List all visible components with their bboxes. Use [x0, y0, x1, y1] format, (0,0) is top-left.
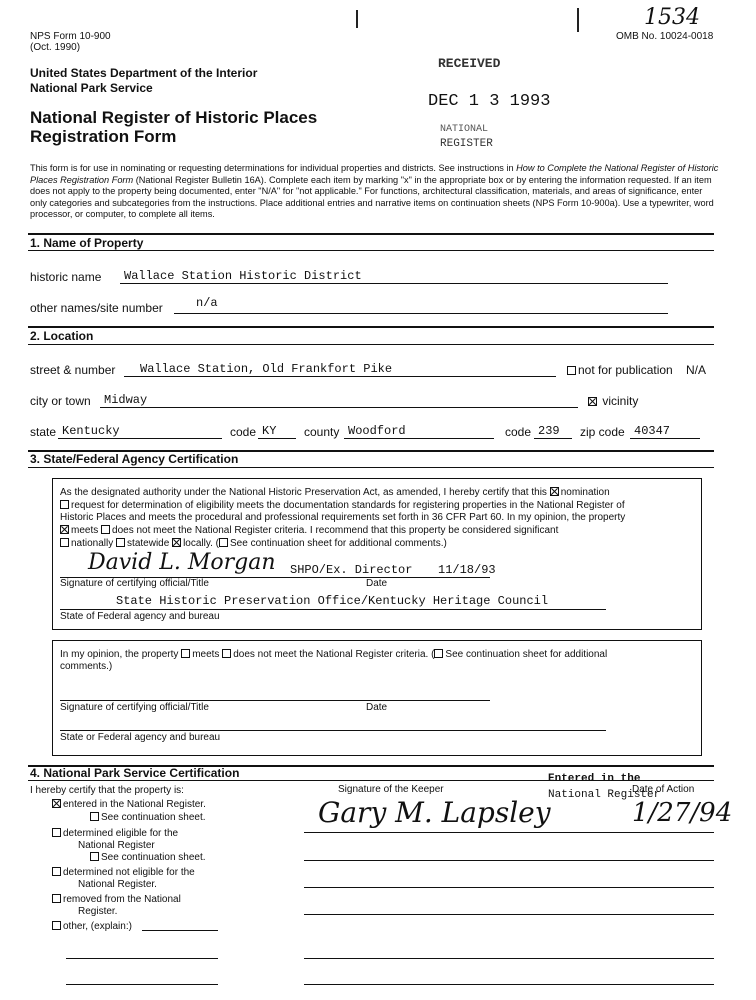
- opinion-agency-label: State or Federal agency and bureau: [60, 732, 221, 743]
- code-label: code: [230, 425, 257, 439]
- divider: [28, 326, 714, 328]
- entered-stamp-2: National Register: [548, 789, 661, 801]
- county-label: county: [304, 425, 340, 439]
- form-date: (Oct. 1990): [30, 42, 81, 53]
- action-date: 1/27/94: [632, 798, 733, 828]
- stamp-national: NATIONAL: [440, 124, 489, 135]
- divider: [28, 467, 714, 468]
- continuation-checkbox[interactable]: [219, 538, 228, 547]
- opinion-meets-checkbox[interactable]: [181, 649, 190, 658]
- omb-number: OMB No. 10024-0018: [616, 31, 714, 42]
- stamp-register: REGISTER: [440, 138, 493, 150]
- nfp-checkbox[interactable]: [567, 366, 576, 375]
- keeper-signature: Gary M. Lapsley: [318, 796, 551, 829]
- historic-name-value[interactable]: Wallace Station Historic District: [124, 269, 362, 283]
- opinion-date-label: Date: [366, 702, 388, 713]
- other-checkbox[interactable]: [52, 921, 61, 930]
- entered-checkbox[interactable]: [52, 799, 61, 808]
- city-value[interactable]: Midway: [104, 393, 148, 407]
- county-value[interactable]: Woodford: [348, 424, 406, 438]
- eligible-cont[interactable]: See continuation sheet.: [90, 852, 206, 863]
- state-label: state: [30, 425, 57, 439]
- section-1-heading: 1. Name of Property: [30, 236, 144, 250]
- removed-line-2: Register.: [78, 906, 118, 917]
- signer-title: SHPO/Ex. Director: [290, 563, 413, 577]
- opinion-line: In my opinion, the property meets does not meet the National Register criteria. ( See continuation sheet for additional: [60, 649, 608, 660]
- entered-stamp-1: Entered in the: [548, 773, 641, 785]
- keeper-label: Signature of the Keeper: [338, 784, 444, 795]
- underline: [100, 407, 578, 408]
- intro-paragraph: This form is for use in nominating or requesting determinations for individual properties and districts. See instructions in How to Complete the National Register of Historic Places Registration Form (National Register Bulletin 16A). Complete each item by marking "x" in the appropriate box or by entering the information requested. If an item does not apply to the property being documented, enter "N/A" for "not applicable." For functions, architectural classification, materials, and areas of significance, enter only categories and subcategories from the instructions. Place additional entries and narrative items on continuation sheets (NPS Form 10-900a). Use a typewriter, word processor, or computer, to complete all items.: [30, 163, 719, 219]
- form-title-1: National Register of Historic Places: [30, 108, 318, 127]
- cert-line-4: meets does not meet the National Register criteria. I recommend that this property be considered significant: [60, 525, 558, 536]
- sign-date: 11/18/93: [438, 563, 496, 577]
- nps-intro: I hereby certify that the property is:: [30, 785, 184, 796]
- eligible-cont-checkbox[interactable]: [90, 852, 99, 861]
- agency-label: State of Federal agency and bureau: [60, 611, 220, 622]
- entered-cont[interactable]: See continuation sheet.: [90, 812, 206, 823]
- underline: [304, 914, 714, 915]
- underline: [60, 730, 606, 731]
- scan-mark: [356, 10, 358, 28]
- vicinity[interactable]: vicinity: [588, 394, 638, 408]
- entered-cont-checkbox[interactable]: [90, 812, 99, 821]
- opinion-sig-label: Signature of certifying official/Title: [60, 702, 209, 713]
- scan-mark-2: [577, 8, 579, 32]
- other-names-label: other names/site number: [30, 301, 163, 315]
- eligible-option[interactable]: determined eligible for the: [52, 828, 178, 839]
- street-label: street & number: [30, 363, 116, 377]
- underline: [124, 376, 556, 377]
- underline: [120, 283, 668, 284]
- underline: [174, 313, 668, 314]
- action-label: Date of Action: [632, 784, 695, 795]
- city-label: city or town: [30, 394, 91, 408]
- section-4-heading: 4. National Park Service Certification: [30, 766, 240, 780]
- street-value[interactable]: Wallace Station, Old Frankfort Pike: [140, 362, 393, 376]
- opinion-comments: comments.): [60, 661, 113, 672]
- underline: [66, 958, 218, 959]
- state-code-value[interactable]: KY: [262, 424, 277, 438]
- zip-label: zip code: [580, 425, 625, 439]
- form-title-2: Registration Form: [30, 127, 177, 146]
- removed-option[interactable]: removed from the National: [52, 894, 181, 905]
- locally-checkbox[interactable]: [172, 538, 181, 547]
- department: United States Department of the Interior: [30, 66, 258, 80]
- underline: [304, 860, 714, 861]
- state-value[interactable]: Kentucky: [62, 424, 120, 438]
- entered-option[interactable]: entered in the National Register.: [52, 799, 206, 810]
- removed-checkbox[interactable]: [52, 894, 61, 903]
- does-not-meet-checkbox[interactable]: [101, 525, 110, 534]
- meets-checkbox[interactable]: [60, 525, 69, 534]
- other-names-value[interactable]: n/a: [196, 296, 218, 310]
- opinion-not-meet-checkbox[interactable]: [222, 649, 231, 658]
- underline: [534, 438, 572, 439]
- not-eligible-line-2: National Register.: [78, 879, 157, 890]
- underline: [66, 984, 218, 985]
- eligible-line-2: National Register: [78, 840, 155, 851]
- underline: [142, 930, 218, 931]
- underline: [258, 438, 296, 439]
- eligible-checkbox[interactable]: [52, 828, 61, 837]
- underline: [344, 438, 494, 439]
- received-stamp: RECEIVED: [438, 56, 501, 71]
- sig-label: Signature of certifying official/Title: [60, 578, 209, 589]
- underline: [304, 958, 714, 959]
- cert-line-2: request for determination of eligibility meets the documentation standards for registering properties in the National Register of: [60, 500, 625, 511]
- request-checkbox[interactable]: [60, 500, 69, 509]
- handwritten-number: 1534: [644, 5, 700, 30]
- divider: [28, 344, 714, 345]
- county-code-label: code: [505, 425, 532, 439]
- historic-name-label: historic name: [30, 270, 102, 284]
- divider: [28, 250, 714, 251]
- underline: [58, 438, 222, 439]
- nomination-checkbox[interactable]: [550, 487, 559, 496]
- section-2-heading: 2. Location: [30, 329, 94, 343]
- underline: [60, 609, 606, 610]
- county-code-value[interactable]: 239: [538, 424, 560, 438]
- zip-value[interactable]: 40347: [634, 424, 671, 438]
- received-date: DEC 1 3 1993: [428, 92, 551, 111]
- underline: [304, 887, 714, 888]
- other-option[interactable]: other, (explain:): [52, 921, 132, 932]
- agency-value: State Historic Preservation Office/Kentucky Heritage Council: [116, 594, 549, 608]
- underline: [60, 700, 490, 701]
- not-eligible-option[interactable]: determined not eligible for the: [52, 867, 195, 878]
- not-eligible-checkbox[interactable]: [52, 867, 61, 876]
- cert-line-1: As the designated authority under the National Historic Preservation Act, as amended, I hereby certify that this nomination: [60, 487, 610, 498]
- form-number: NPS Form 10-900: [30, 31, 111, 42]
- nationally-checkbox[interactable]: [60, 538, 69, 547]
- underline: [304, 832, 714, 833]
- nfp-value: N/A: [686, 363, 707, 377]
- underline: [304, 984, 714, 985]
- opinion-cont-checkbox[interactable]: [434, 649, 443, 658]
- cert-line-3: Historic Places and meets the procedural and professional requirements set forth in 36 CFR Part 60. In my opinion, the property: [60, 512, 626, 523]
- vicinity-checkbox[interactable]: [588, 397, 597, 406]
- service: National Park Service: [30, 81, 153, 95]
- section-3-heading: 3. State/Federal Agency Certification: [30, 452, 239, 466]
- divider: [28, 233, 714, 235]
- shpo-signature: David L. Morgan: [88, 550, 276, 575]
- statewide-checkbox[interactable]: [116, 538, 125, 547]
- underline: [630, 438, 700, 439]
- date-label: Date: [366, 578, 388, 589]
- significance-line: nationally statewide locally. ( See continuation sheet for additional comments.): [60, 538, 447, 549]
- not-for-publication[interactable]: not for publication: [567, 363, 673, 377]
